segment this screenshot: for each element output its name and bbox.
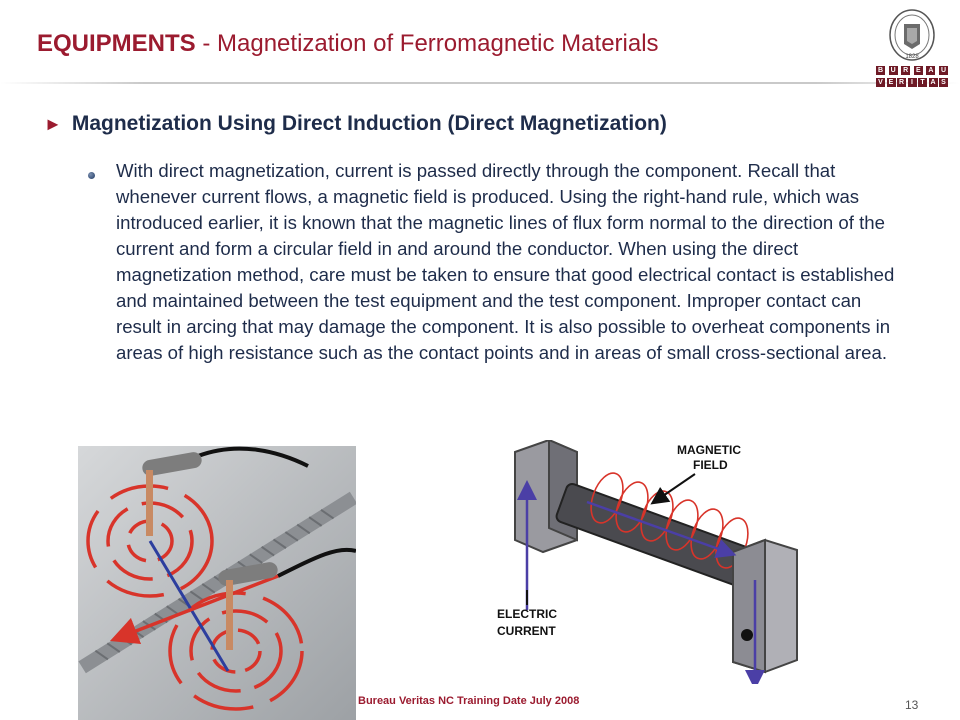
head-shot-illustration <box>497 440 801 684</box>
slide-header <box>0 0 960 84</box>
head-shot-drawing <box>497 440 801 684</box>
company-logo <box>876 8 948 88</box>
magnetic-field-label-line2: FIELD <box>693 458 728 472</box>
bureau-veritas-seal-icon <box>876 8 948 62</box>
electric-current-label-line2: CURRENT <box>497 624 556 638</box>
bullet-dot-icon <box>88 172 95 179</box>
page-number: 13 <box>905 698 919 712</box>
body-paragraph: With direct magnetization, current is passed directly through the component. Recall that whenever current flows, a magnetic field is produced. Using the right-hand rule, which was introduced earlier, it is known that the magnetic lines of flux form normal to the direction of the current and form a circular field in and around the conductor. When using the direct magnetization method, care must be taken to ensure that good electrical contact is established and maintained between the test equipment and the test component. Improper contact can result in arcing that may damage the component. It is also possible to overheat components in areas of high resistance such as the contact points and in areas of small cross-sectional area. <box>116 160 895 363</box>
footer-text: Bureau Veritas NC Training Date July 2008 <box>358 695 580 707</box>
electric-current-label-line1: ELECTRIC <box>497 607 557 621</box>
title-rest: - Magnetization of Ferromagnetic Materials <box>195 30 659 57</box>
title-bold: EQUIPMENTS <box>37 30 196 57</box>
section-heading <box>44 112 667 136</box>
prod-contact-illustration <box>78 446 356 720</box>
header-divider <box>0 82 960 84</box>
logo-word-bureau: B U R E A U <box>877 67 946 74</box>
triangle-right-icon: ► <box>44 114 62 134</box>
prod-contact-drawing <box>78 446 356 720</box>
magnetic-field-label-line1: MAGNETIC <box>677 443 741 457</box>
logo-word-veritas: V E R I T A S <box>876 78 948 87</box>
slide-title <box>37 30 659 58</box>
section-heading-text: Magnetization Using Direct Induction (Direct Magnetization) <box>71 112 667 135</box>
seal-year: 1828 <box>905 54 919 60</box>
